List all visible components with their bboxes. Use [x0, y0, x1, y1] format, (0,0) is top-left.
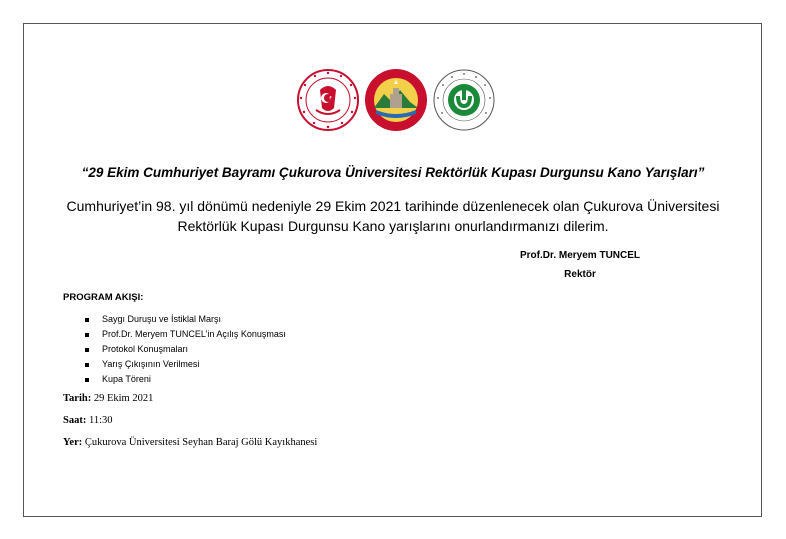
list-item-label: Kupa Töreni [102, 374, 151, 384]
time-value: 11:30 [88, 415, 113, 426]
ministry-logo [296, 68, 360, 132]
cukurova-university-seal-icon [432, 68, 496, 132]
governorship-logo [364, 68, 428, 132]
time-key: Saat: [63, 415, 87, 426]
date-key: Tarih: [63, 393, 92, 404]
signer-role: Rektör [564, 269, 596, 280]
list-item-label: Saygı Duruşu ve İstiklal Marşı [102, 314, 222, 324]
list-item [82, 342, 286, 357]
time-line [63, 415, 113, 426]
bullet-icon [85, 363, 89, 367]
logo-row [0, 68, 786, 140]
list-item [82, 357, 286, 372]
list-item-label: Yarış Çıkışının Verilmesi [102, 359, 200, 369]
adana-valiligi-seal-icon [364, 68, 428, 132]
invitation-text: Cumhuriyet’in 98. yıl dönümü nedeniyle 29 Ekim 2021 tarihinde düzenlenecek olan Çukurova Üniversitesi Rektörlük Kupası Durgunsu Kano yarışlarını onurlandırmanızı dilerim. [66, 198, 720, 234]
location-key: Yer: [63, 437, 83, 448]
list-item [82, 327, 286, 342]
bullet-icon [85, 378, 89, 382]
list-item [82, 372, 286, 387]
bullet-icon [85, 348, 89, 352]
signer-name: Prof.Dr. Meryem TUNCEL [519, 250, 641, 261]
list-item [82, 312, 286, 327]
bullet-icon [85, 318, 89, 322]
gsb-emblem-icon [296, 68, 360, 132]
location-value: Çukurova Üniversitesi Seyhan Baraj Gölü Kayıkhanesi [84, 437, 318, 448]
location-line [63, 437, 317, 448]
date-line [63, 393, 153, 404]
bullet-icon [85, 333, 89, 337]
program-heading: PROGRAM AKIŞI: [63, 292, 144, 303]
list-item-label: Protokol Konuşmaları [102, 344, 189, 354]
list-item-label: Prof.Dr. Meryem TUNCEL’in Açılış Konuşması [102, 329, 286, 339]
event-title: “29 Ekim Cumhuriyet Bayramı Çukurova Üniversitesi Rektörlük Kupası Durgunsu Kano Yarışları” [81, 165, 705, 180]
university-logo [432, 68, 496, 132]
date-value: 29 Ekim 2021 [93, 393, 154, 404]
program-list [82, 312, 286, 387]
